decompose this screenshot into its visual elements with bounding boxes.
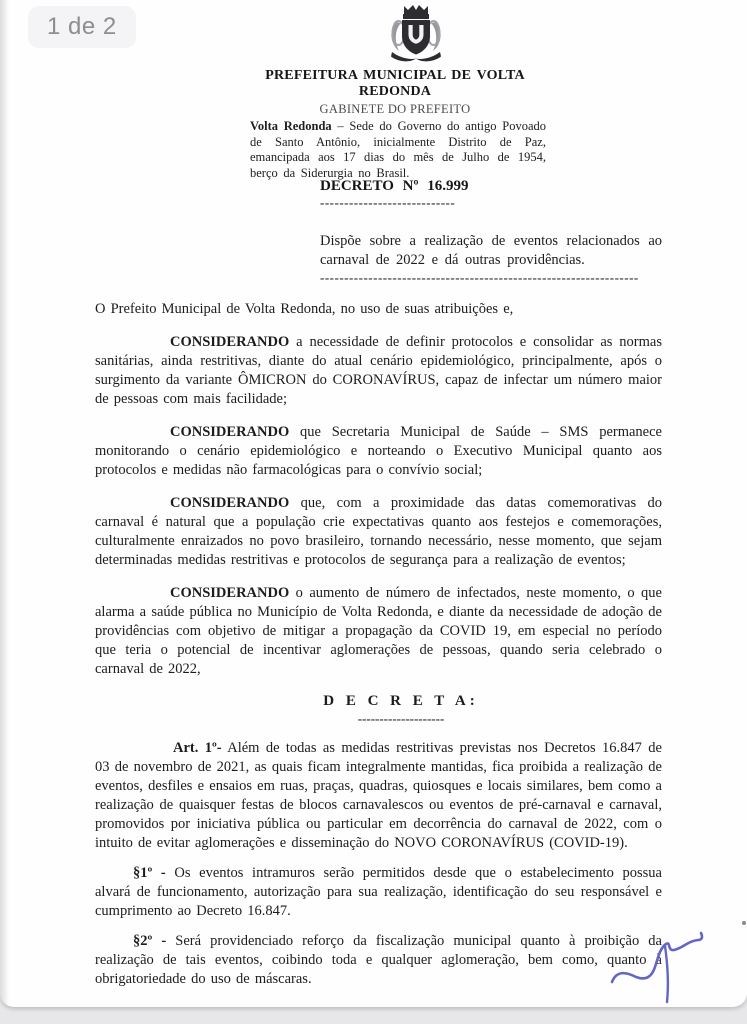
- decreta-underline: --------------------: [357, 714, 445, 724]
- considerando-text: o aumento de número de infectados, neste momento, o que alarma a saúde pública no Município de Volta Redonda, e diante da necessidade de adoção de providências com objetivo de mitigar a propagação da COVID 19, em especial no período que teria o potencial de incentivar aglomerações de pessoas, quando seria celebrado o carnaval de 2022,: [95, 585, 662, 677]
- article-1-paragraph: [95, 739, 662, 853]
- document-content: [95, 178, 662, 989]
- decree-number: DECRETO Nº 16.999: [320, 178, 469, 194]
- scan-speck: [742, 921, 746, 925]
- considerando-paragraph-2: [95, 423, 662, 480]
- clause-2-paragraph: [95, 932, 662, 989]
- clause-lead: §2º -: [133, 933, 167, 949]
- letterhead-description-bold: Volta Redonda: [250, 119, 332, 133]
- decree-body: [95, 300, 662, 989]
- letterhead: [240, 68, 550, 181]
- clause-1-paragraph: [95, 864, 662, 921]
- letterhead-description-text: – Sede do Governo do antigo Povoado de Santo Antônio, inicialmente Distrito de Paz, emancipada aos 17 dias do mês de Julho de 1954, berço da Siderurgia no Brasil.: [250, 119, 546, 180]
- signature-scribble: [598, 916, 718, 1007]
- decree-number-underline: ----------------------------: [320, 198, 456, 208]
- considerando-paragraph-1: [95, 333, 662, 409]
- letterhead-description: [250, 119, 546, 181]
- decreta-block: [140, 692, 662, 724]
- article-text: Além de todas as medidas restritivas previstas nos Decretos 16.847 de 03 de novembro de 2021, as quais ficam integralmente mantidas, fica proibida a realização de eventos, desfiles e ensaios em ruas, praças, quadras, quiosques e locais similares, bem como a realização de quaisquer festas de blocos carnavalescos ou eventos de pré-carnaval e carnaval, promovidos por iniciativa pública ou particular em decorrência do carnaval de 2022, com o intuito de evitar aglomerações e disseminação do NOVO CORONAVÍRUS (COVID-19).: [95, 740, 662, 851]
- considerando-lead: CONSIDERANDO: [170, 334, 290, 350]
- office-title: GABINETE DO PREFEITO: [319, 102, 471, 116]
- decreta-heading: D E C R E T A:: [323, 693, 479, 709]
- clause-text: Os eventos intramuros serão permitidos desde que o estabelecimento possua alvará de funcionamento, autorização para sua realização, identificação do seu responsável e cumprimento ao Decreto 16.847.: [95, 865, 662, 919]
- org-title: PREFEITURA MUNICIPAL DE VOLTA REDONDA: [265, 68, 525, 99]
- article-lead: Art. 1º-: [173, 740, 222, 756]
- considerando-paragraph-4: [95, 584, 662, 679]
- considerando-text: que, com a proximidade das datas comemorativas do carnaval é natural que a população crie expectativas quanto aos festejos e comemorações, culturalmente enraizados no povo brasileiro, tornando necessário, nesse momento, que sejam determinadas medidas restritivas e protocolos de segurança para a realização de eventos;: [95, 495, 662, 568]
- clause-text: Será providenciado reforço da fiscalização municipal quanto à proibição da realização de tais eventos, coibindo toda e qualquer aglomeração, bem como, quanto à obrigatoriedade do uso de máscaras.: [95, 933, 662, 987]
- decree-summary-underline: ------------------------------------------------------------------: [320, 273, 639, 283]
- decree-heading-block: [320, 178, 662, 283]
- decree-summary: Dispõe sobre a realização de eventos relacionados ao carnaval de 2022 e dá outras providências.: [320, 233, 662, 268]
- considerando-paragraph-3: [95, 494, 662, 570]
- intro-paragraph: O Prefeito Municipal de Volta Redonda, no uso de suas atribuições e,: [95, 301, 514, 317]
- clause-lead: §1º -: [133, 865, 166, 881]
- signature-stroke-descender: [665, 946, 668, 1002]
- signature-stroke-main: [612, 933, 702, 982]
- considerando-lead: CONSIDERANDO: [170, 424, 290, 440]
- considerando-lead: CONSIDERANDO: [170, 585, 290, 601]
- considerando-text: a necessidade de definir protocolos e consolidar as normas sanitárias, ainda restritivas, diante do atual cenário epidemiológico, principalmente, após o surgimento da variante ÔMICRON do CORONAVÍRUS, capaz de infectar um número maior de pessoas com mais facilidade;: [95, 334, 662, 407]
- coat-of-arms-icon: [386, 2, 446, 64]
- considerando-text: que Secretaria Municipal de Saúde – SMS permanece monitorando o cenário epidemiológico e norteando o Executivo Municipal quanto aos protocolos e medidas não farmacológicas para o convívio social;: [95, 424, 662, 478]
- considerando-lead: CONSIDERANDO: [170, 495, 290, 511]
- background-strip: [0, 1007, 747, 1024]
- page-indicator-label: 1 de 2: [47, 13, 117, 40]
- page-indicator: [28, 6, 136, 48]
